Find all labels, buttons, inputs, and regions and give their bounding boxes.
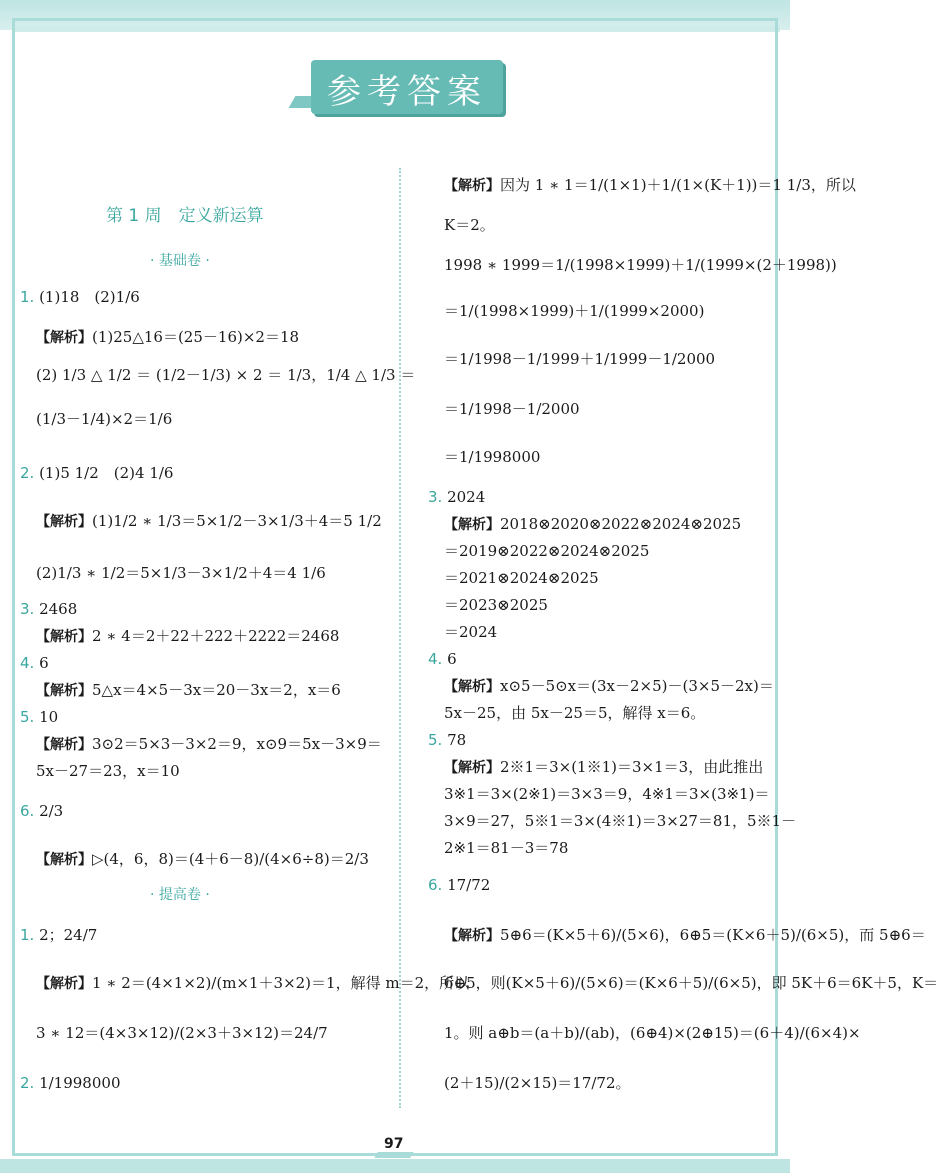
answer-line: 3. 2468 [20,600,78,618]
analysis-line: 3※1＝3×(2※1)＝3×3＝9，4※1＝3×(3※1)＝ [444,785,770,803]
answer-line: 4. 6 [428,650,457,668]
answer-line: 1. 2；24/7 [20,926,98,944]
analysis-line: ＝1/(1998×1999)＋1/(1999×2000) [444,302,705,320]
analysis-line: 【解析】2 ∗ 4＝2＋22＋222＋2222＝2468 [36,627,340,645]
analysis-line: K＝2。 [444,216,495,234]
analysis-line: 1998 ∗ 1999＝1/(1998×1999)＋1/(1999×(2＋1998)) [444,256,837,274]
analysis-line: (2) 1/3 △ 1/2 ＝ (1/2－1/3) × 2 ＝ 1/3，1/4 △ 1/3 ＝ [36,366,416,384]
analysis-line: 【解析】5△x＝4×5－3x＝20－3x＝2，x＝6 [36,681,341,699]
analysis-line: ＝2024 [444,623,498,641]
analysis-line: 5x－27＝23，x＝10 [36,762,180,780]
analysis-line: 3×9＝27，5※1＝3×(4※1)＝3×27＝81，5※1－ [444,812,797,830]
page-title: 参考答案 [327,72,487,112]
analysis-line: (2)1/3 ∗ 1/2＝5×1/3－3×1/2＋4＝4 1/6 [36,564,326,582]
answer-line: 4. 6 [20,654,49,672]
analysis-line: ＝1/1998－1/2000 [444,400,580,418]
advanced-section-label: · 提高卷 · [150,887,210,903]
week-title: 第 1 周 定义新运算 [106,206,264,226]
analysis-line: ＝1/1998－1/1999＋1/1999－1/2000 [444,350,716,368]
answer-line: 5. 10 [20,708,59,726]
page-number-decoration [374,1152,413,1158]
analysis-line: 6⊕5，则(K×5＋6)/(5×6)＝(K×6＋5)/(6×5)，即 5K＋6＝6K＋5，K＝ [444,974,938,992]
analysis-line: ＝2019⊗2022⊗2024⊗2025 [444,542,650,560]
analysis-line: (2＋15)/(2×15)＝17/72。 [444,1074,631,1092]
bottom-band [0,1159,790,1173]
analysis-line: 【解析】1 ∗ 2＝(4×1×2)/(m×1＋3×2)＝1，解得 m＝2，所以 [36,974,470,992]
analysis-line: 【解析】2※1＝3×(1※1)＝3×1＝3，由此推出 [444,758,764,776]
answer-line: 1. (1)18 (2)1/6 [20,288,140,306]
analysis-line: ＝2023⊗2025 [444,596,548,614]
analysis-line: 2※1＝81－3＝78 [444,839,569,857]
analysis-line: 【解析】(1)1/2 ∗ 1/3＝5×1/2－3×1/3＋4＝5 1/2 [36,512,382,530]
analysis-line: 1。则 a⊕b＝(a＋b)/(ab)，(6⊕4)×(2⊕15)＝(6＋4)/(6×4)× [444,1024,861,1042]
analysis-line: 【解析】▷(4，6，8)＝(4＋6－8)/(4×6÷8)＝2/3 [36,850,369,868]
page-number: 97 [384,1136,404,1152]
analysis-line: 【解析】因为 1 ∗ 1＝1/(1×1)＋1/(1×(K＋1))＝1 1/3，所以 [444,176,856,194]
analysis-line: 【解析】x⊙5－5⊙x＝(3x－2×5)－(3×5－2x)＝ [444,677,774,695]
analysis-line: 【解析】(1)25△16＝(25－16)×2＝18 [36,328,300,346]
analysis-line: ＝2021⊗2024⊗2025 [444,569,599,587]
analysis-line: (1/3－1/4)×2＝1/6 [36,410,173,428]
answer-line: 6. 17/72 [428,876,491,894]
analysis-line: ＝1/1998000 [444,448,541,466]
answer-line: 6. 2/3 [20,802,64,820]
analysis-line: 【解析】2018⊗2020⊗2022⊗2024⊗2025 [444,515,742,533]
answer-line: 2. (1)5 1/2 (2)4 1/6 [20,464,174,482]
answer-line: 5. 78 [428,731,467,749]
basic-section-label: · 基础卷 · [150,253,210,269]
analysis-line: 【解析】3⊙2＝5×3－3×2＝9，x⊙9＝5x－3×9＝ [36,735,382,753]
answer-line: 2. 1/1998000 [20,1074,121,1092]
answer-line: 3. 2024 [428,488,486,506]
analysis-line: 【解析】5⊕6＝(K×5＋6)/(5×6)，6⊕5＝(K×6＋5)/(6×5)，而 5⊕6＝ [444,926,926,944]
analysis-line: 3 ∗ 12＝(4×3×12)/(2×3＋3×12)＝24/7 [36,1024,328,1042]
analysis-line: 5x－25，由 5x－25＝5，解得 x＝6。 [444,704,706,722]
